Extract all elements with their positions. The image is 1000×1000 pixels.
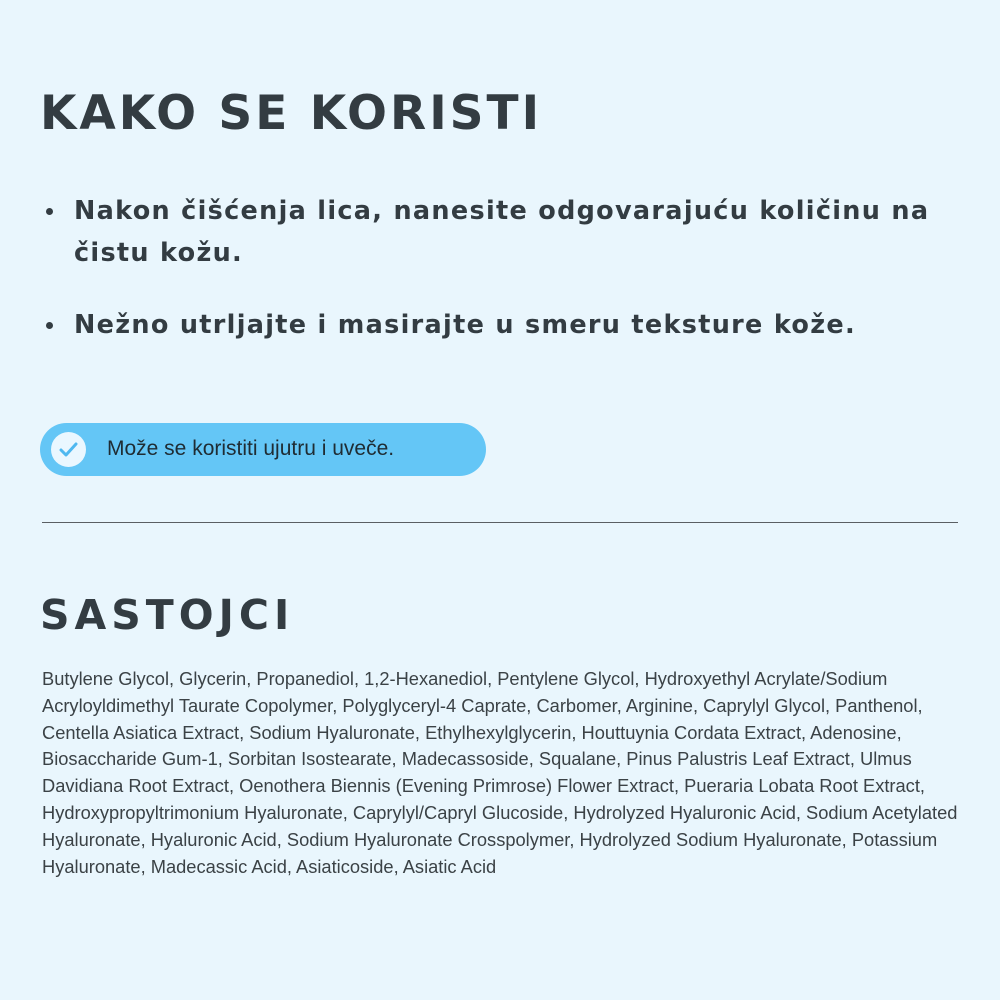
- usage-note-badge: [40, 423, 486, 476]
- usage-step-text: Nakon čišćenja lica, nanesite odgovarajuću količinu na čistu kožu.: [74, 196, 930, 268]
- how-to-use-title: KAKO SE KORISTI: [40, 86, 543, 141]
- section-divider: [42, 522, 958, 523]
- usage-steps-list: [40, 190, 940, 346]
- usage-step-text: Nežno utrljajte i masirajte u smeru teksture kože.: [74, 310, 856, 340]
- check-icon: [51, 432, 86, 467]
- ingredients-title: SASTOJCI: [40, 591, 295, 639]
- usage-step: [40, 190, 940, 274]
- bullet-icon: [46, 208, 53, 215]
- ingredients-list-text: Butylene Glycol, Glycerin, Propanediol, 1,2-Hexanediol, Pentylene Glycol, Hydroxyethyl Acrylate/Sodium Acryloyldimethyl Taurate Copolymer, Polyglyceryl-4 Caprate, Carbomer, Arginine, Caprylyl Glycol, Panthenol, Centella Asiatica Extract, Sodium Hyaluronate, Ethylhexylglycerin, Houttuynia Cordata Extract, Adenosine, Biosaccharide Gum-1, Sorbitan Isostearate, Madecassoside, Squalane, Pinus Palustris Leaf Extract, Ulmus Davidiana Root Extract, Oenothera Biennis (Evening Primrose) Flower Extract, Pueraria Lobata Root Extract, Hydroxypropyltrimonium Hyaluronate, Caprylyl/Capryl Glucoside, Hydrolyzed Hyaluronic Acid, Sodium Acetylated Hyaluronate, Hyaluronic Acid, Sodium Hyaluronate Crosspolymer, Hydrolyzed Sodium Hyaluronate, Potassium Hyaluronate, Madecassic Acid, Asiaticoside, Asiatic Acid: [42, 668, 958, 877]
- usage-step: [40, 304, 940, 346]
- usage-note-text: Može se koristiti ujutru i uveče.: [107, 437, 395, 460]
- bullet-icon: [46, 322, 53, 329]
